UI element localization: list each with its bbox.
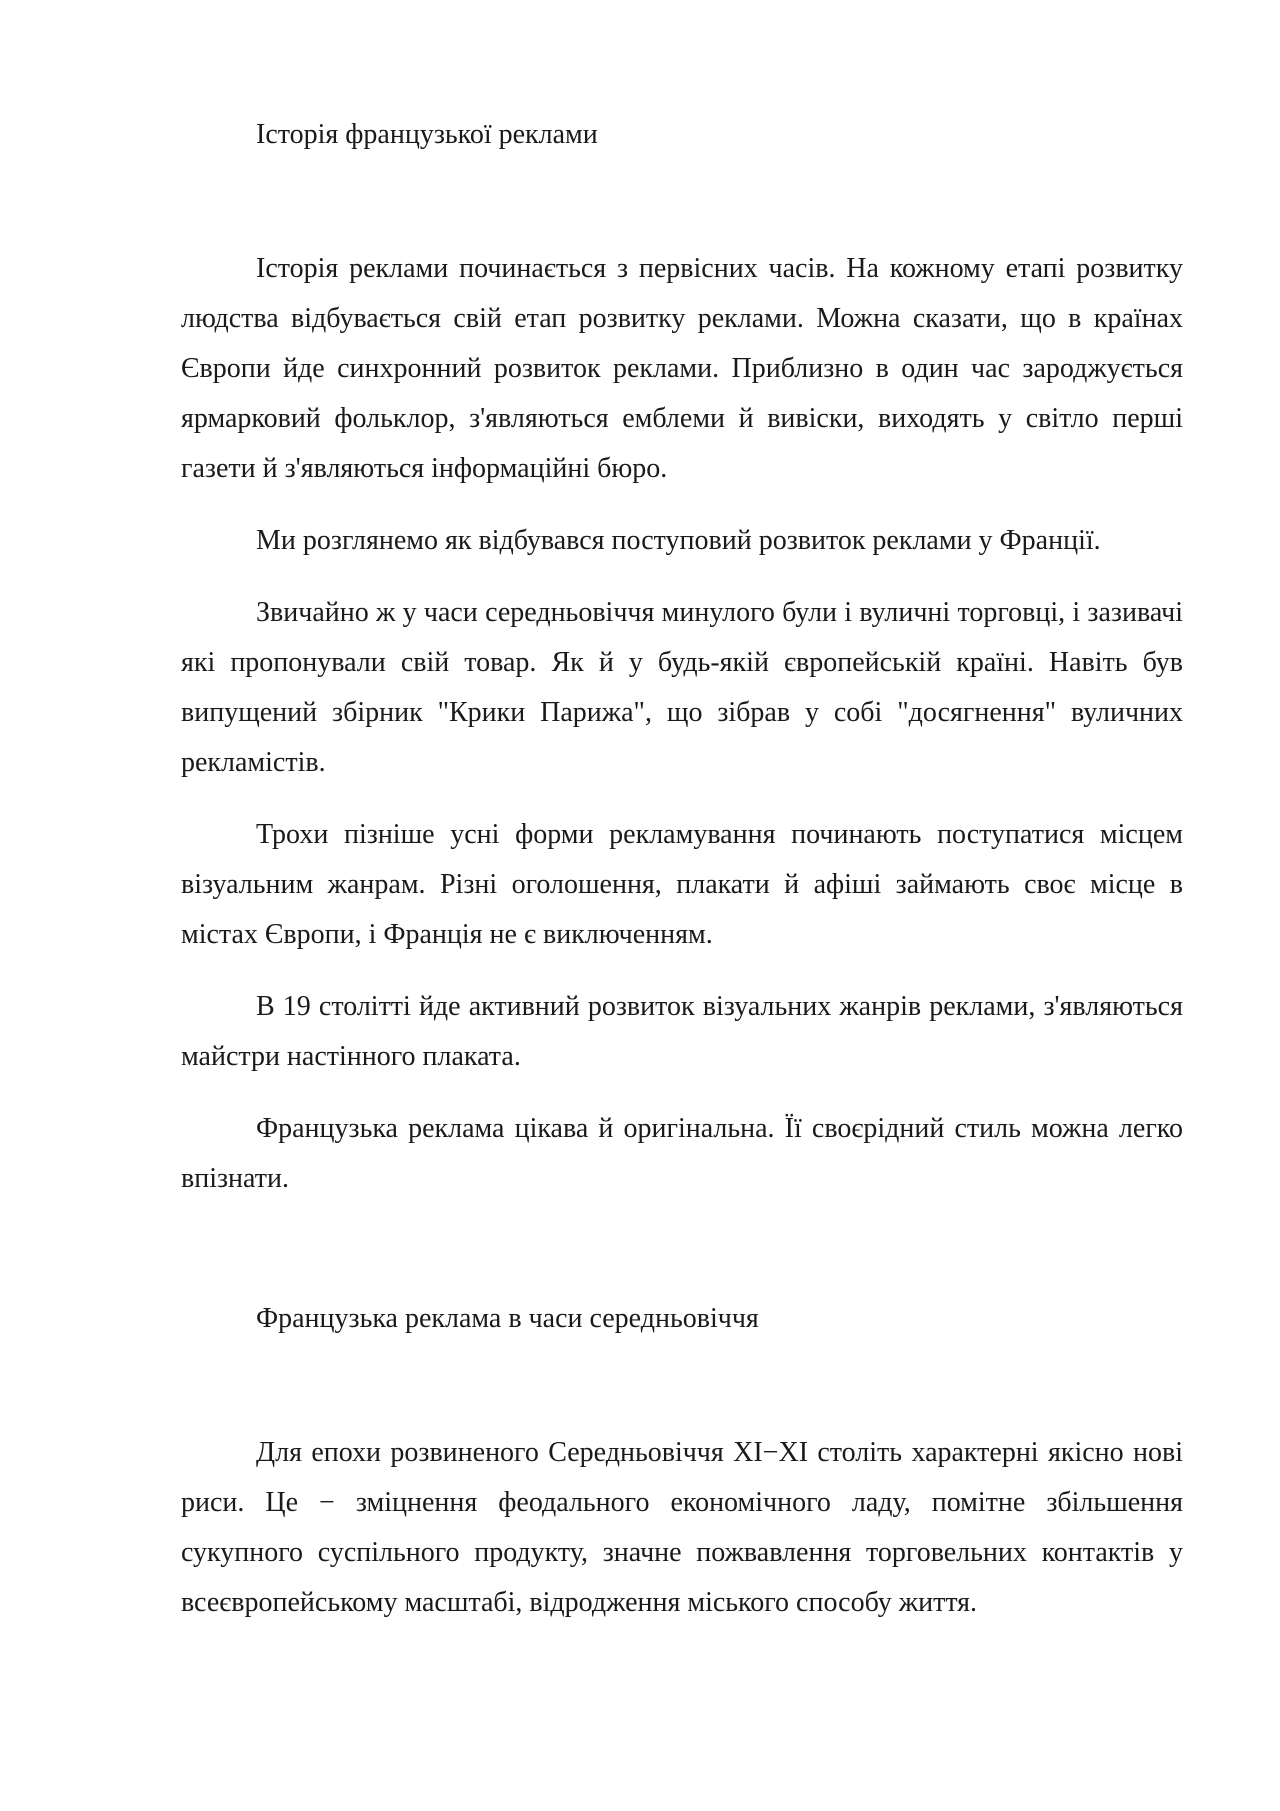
paragraph: В 19 столітті йде активний розвиток візуальних жанрів реклами, з'являються майстри настінного плаката. bbox=[181, 991, 1183, 1072]
section-title: Французька реклама в часи середньовіччя bbox=[256, 1303, 759, 1334]
spacer bbox=[181, 1204, 1183, 1294]
spacer bbox=[181, 1082, 1183, 1104]
section-title: Історія французької реклами bbox=[256, 119, 598, 150]
spacer bbox=[181, 788, 1183, 810]
spacer bbox=[181, 566, 1183, 588]
paragraph: Трохи пізніше усні форми рекламування починають поступатися місцем візуальним жанрам. Різні оголошення, плакати й афіші займають своє місце в містах Європи, і Франція не є виключенням. bbox=[181, 819, 1183, 950]
paragraph: Ми розглянемо як відбувався поступовий розвиток реклами у Франції. bbox=[256, 525, 1101, 556]
text-column bbox=[181, 110, 1183, 1628]
spacer bbox=[181, 960, 1183, 982]
paragraph: Звичайно ж у часи середньовіччя минулого були і вуличні торговці, і зазивачі які пропонували свій товар. Як й у будь-якій європейській країні. Навіть був випущений збірник "Крики Парижа", що зібрав у собі "досягнення" вуличних рекламістів. bbox=[181, 597, 1183, 778]
paragraph: Французька реклама цікава й оригінальна. Її своєрідний стиль можна легко впізнати. bbox=[181, 1113, 1183, 1194]
spacer bbox=[181, 1344, 1183, 1428]
spacer bbox=[181, 494, 1183, 516]
spacer bbox=[181, 160, 1183, 244]
paragraph: Для епохи розвиненого Середньовіччя XI−XI століть характерні якісно нові риси. Це − зміцнення феодального економічного ладу, помітне збільшення сукупного суспільного продукту, значне пожвавлення торговельних контактів у всеєвропейському масштабі, відродження міського способу життя. bbox=[181, 1437, 1183, 1618]
paragraph: Історія реклами починається з первісних часів. На кожному етапі розвитку людства відбувається свій етап розвитку реклами. Можна сказати, що в країнах Європи йде синхронний розвиток реклами. Приблизно в один час зароджується ярмарковий фольклор, з'являються емблеми й вивіски, виходять у світло перші газети й з'являються інформаційні бюро. bbox=[181, 253, 1183, 484]
